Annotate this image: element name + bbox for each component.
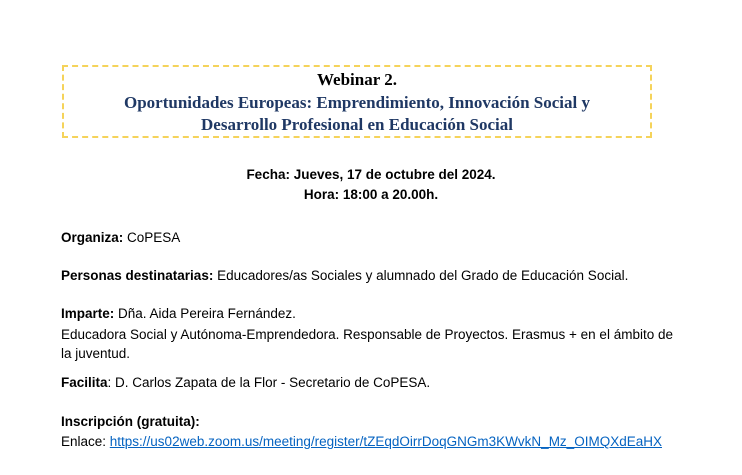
enlace-line xyxy=(61,433,736,451)
inscripcion-label: Inscripción (gratuita): xyxy=(61,414,200,429)
organiza-label: Organiza: xyxy=(61,230,124,245)
event-time: Hora: 18:00 a 20.00h. xyxy=(303,187,439,202)
registration-link[interactable]: https://us02web.zoom.us/meeting/register/tZEqdOirrDoqGNGm3KWvkN_Mz_OIMQXdEaHX xyxy=(109,434,662,449)
webinar-title-line1: Oportunidades Europeas: Emprendimiento, Innovación Social y xyxy=(123,93,590,112)
facilita-line xyxy=(61,374,736,392)
facilita-label: Facilita xyxy=(61,375,108,390)
webinar-number: Webinar 2. xyxy=(317,70,397,89)
inscripcion-heading xyxy=(61,413,736,431)
imparte-value: Dña. Aida Pereira Fernández. xyxy=(114,306,296,321)
imparte-label: Imparte: xyxy=(61,306,115,321)
imparte-line xyxy=(61,305,736,323)
event-date: Fecha: Jueves, 17 de octubre del 2024. xyxy=(246,167,496,182)
facilita-value: : D. Carlos Zapata de la Flor - Secretario de CoPESA. xyxy=(107,375,431,390)
destinatarias-label: Personas destinatarias: xyxy=(61,268,214,283)
organiza-line xyxy=(61,229,736,247)
imparte-description-line2: la juventud. xyxy=(61,346,131,361)
destinatarias-value: Educadores/as Sociales y alumnado del Grado de Educación Social. xyxy=(213,268,629,283)
enlace-label: Enlace: xyxy=(61,434,110,449)
title-box xyxy=(62,65,652,138)
destinatarias-line xyxy=(61,267,736,285)
organiza-value: CoPESA xyxy=(123,230,181,245)
imparte-description-line1: Educadora Social y Autónoma-Emprendedora. Responsable de Proyectos. Erasmus + en el ámbito de xyxy=(61,327,673,342)
webinar-title-line2: Desarrollo Profesional en Educación Social xyxy=(201,115,513,134)
